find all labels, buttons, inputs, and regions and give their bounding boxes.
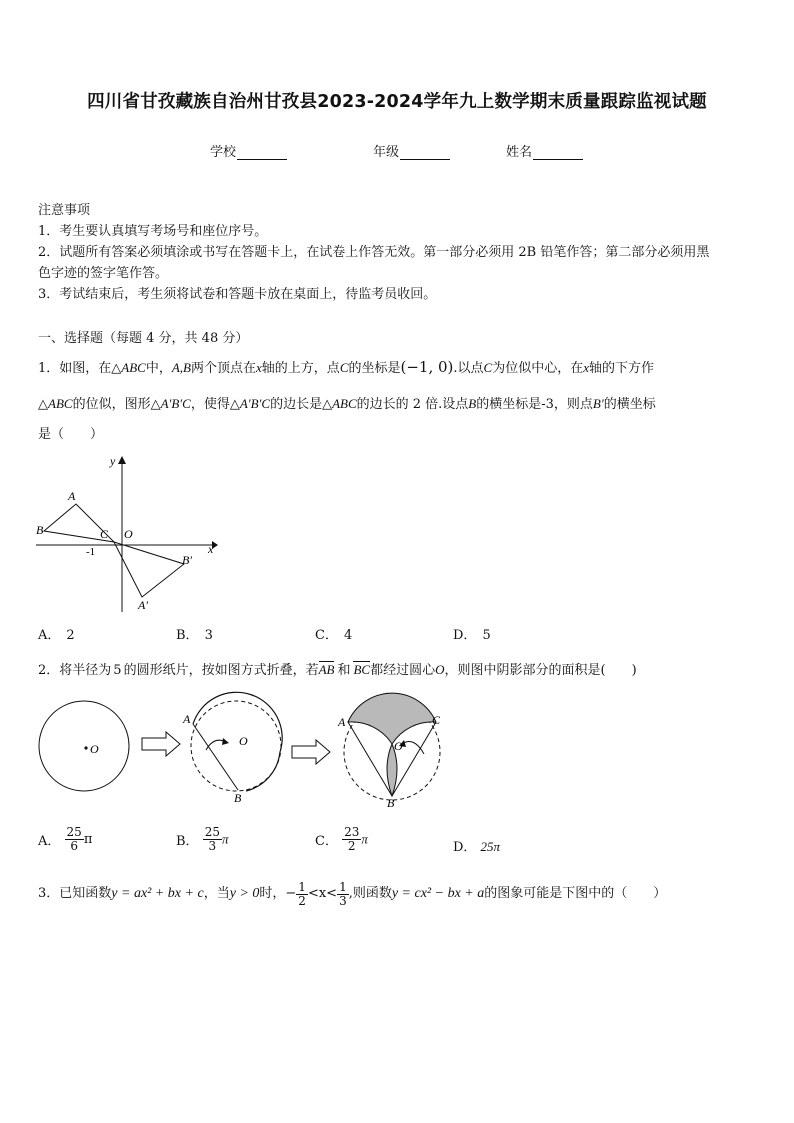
section-heading: 一、选择题（每题 4 分，共 48 分） [38, 331, 249, 346]
name-label: 姓名 [506, 145, 533, 160]
label-bprime: B′ [182, 553, 192, 567]
q2-option-d[interactable]: D． 25π [453, 839, 500, 855]
label-a: A [68, 489, 76, 503]
label-aprime: A′ [138, 598, 148, 612]
school-blank[interactable] [237, 146, 287, 160]
circle-3-c: C [432, 713, 441, 727]
q1-line-3: 是（ ） [38, 427, 104, 442]
triangle-apbpc [114, 542, 184, 597]
chord-ab [193, 724, 238, 790]
label-c: C [100, 527, 109, 541]
q1-option-c[interactable]: C． 4 [315, 628, 353, 643]
school-label: 学校 [210, 145, 237, 160]
q1-figure [32, 452, 222, 617]
q2-option-a[interactable]: A． $\frac{25}{6}$ π [38, 825, 93, 853]
label-x: x [208, 542, 214, 556]
q2-option-c[interactable]: C． $\frac{23}{2}$ π [315, 825, 368, 853]
circle-1-o: O [90, 742, 99, 756]
label-y: y [110, 454, 116, 468]
q1-option-a[interactable]: A． 2 [38, 628, 75, 643]
circle-2-b: B [234, 791, 242, 805]
notice-heading: 注意事项 [38, 203, 91, 218]
notice-item-2: 2．试题所有答案必须填涂或书写在答题卡上，在试卷上作答无效。第一部分必须用 2B 铅笔作答；第二部分必须用黑 [38, 245, 710, 260]
name-blank[interactable] [533, 146, 583, 160]
shaded-top [348, 693, 436, 744]
label-b: B [36, 523, 44, 537]
label-o: O [124, 527, 133, 541]
name-field[interactable] [506, 141, 583, 160]
q1-option-d[interactable]: D． 5 [453, 628, 491, 643]
q2-option-b[interactable]: B． $\frac{25}{3}$ π [176, 825, 229, 853]
school-field[interactable] [210, 141, 287, 160]
y-axis-arrow [118, 456, 126, 464]
page-title: 四川省甘孜藏族自治州甘孜县2023-2024学年九上数学期末质量跟踪监视试题 [87, 92, 707, 112]
grade-label: 年级 [373, 145, 400, 160]
q1-line-1: 1．如图，在△ABC中，A,B两个顶点在x轴的上方，点C的坐标是(−1, 0).以点C为位似中心，在x轴的下方作 [38, 358, 655, 376]
grade-blank[interactable] [400, 146, 450, 160]
circle-2-dashed [191, 701, 281, 791]
notice-item-2-cont: 色字迹的签字笔作答。 [38, 266, 169, 281]
notice-item-3: 3．考试结束后，考生须将试卷和答题卡放在桌面上，待监考员收回。 [38, 287, 437, 302]
q3-line-1: 3．已知函数y = ax² + bx + c，当y > 0时，− $\frac{1}{2}$ <x< $\frac{1}{3}$ ,则函数y = cx² − bx + a的图象可能是下图中的（ ） [38, 879, 667, 908]
circle-3-a: A [338, 715, 346, 729]
circle-2-arc [193, 692, 282, 791]
circle-1 [39, 701, 129, 791]
center-dot [84, 746, 87, 749]
label-neg1: -1 [86, 546, 96, 558]
grade-field[interactable] [373, 141, 450, 160]
q2-figure [30, 690, 450, 810]
arrow-icon [142, 732, 180, 756]
q1-line-2: △ABC的位似，图形△A′B′C，使得△A′B′C的边长是△ABC的边长的 2 倍.设点B的横坐标是-3，则点B′的横坐标 [38, 396, 656, 412]
circle-2-o: O [239, 734, 248, 748]
q2-line-1: 2．将半径为 5 的圆形纸片，按如图方式折叠，若AB 和 BC都经过圆心O，则图中阴影部分的面积是( ) [38, 662, 637, 678]
circle-2-a: A [183, 712, 191, 726]
circle-3-b: B [387, 796, 395, 810]
circle-3-o: O [394, 739, 403, 753]
notice-item-1: 1．考生要认真填写考场号和座位序号。 [38, 224, 268, 239]
arrow-icon [292, 740, 330, 764]
q1-option-b[interactable]: B． 3 [176, 628, 213, 643]
